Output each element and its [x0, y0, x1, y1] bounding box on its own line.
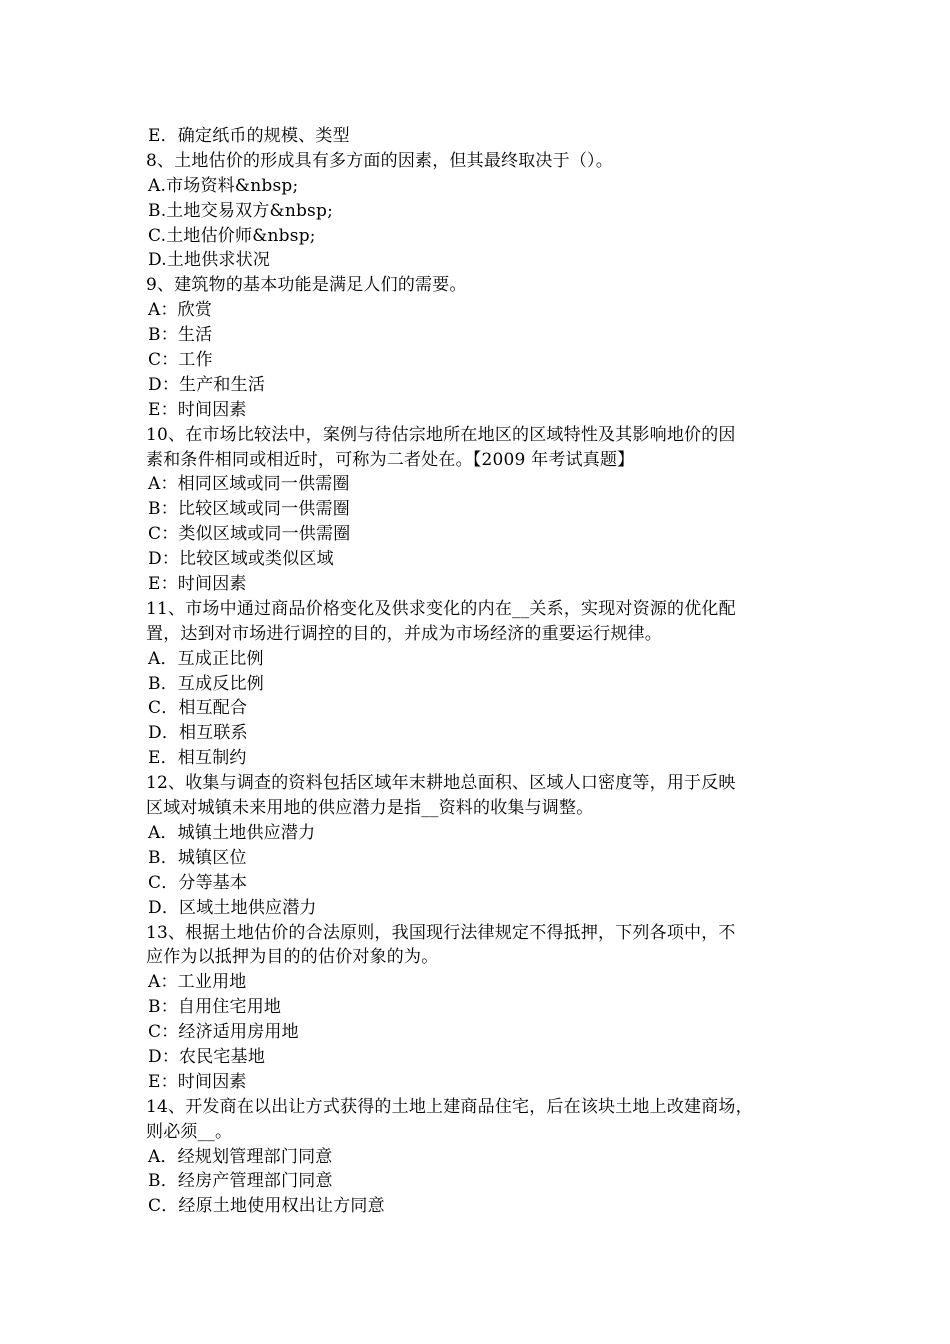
question-text-line: 11、市场中通过商品价格变化及供求变化的内在__关系，实现对资源的优化配 [146, 598, 736, 619]
answer-option-line: A．互成正比例 [148, 648, 264, 669]
answer-option-line: A．城镇土地供应潜力 [148, 822, 316, 843]
answer-option-line: E．确定纸币的规模、类型 [148, 126, 350, 146]
answer-option-line: D．区域土地供应潜力 [148, 897, 317, 918]
answer-option-line: A：相同区域或同一供需圈 [148, 474, 350, 495]
answer-option-line: B：比较区域或同一供需圈 [148, 499, 350, 520]
answer-option-line: B：自用住宅用地 [148, 997, 282, 1018]
answer-option-line: C．经原土地使用权出让方同意 [148, 1196, 385, 1217]
answer-option-line: C.土地估价师&nbsp; [148, 225, 316, 246]
question-text-line: 10、在市场比较法中，案例与待估宗地所在地区的区域特性及其影响地价的因 [146, 424, 736, 445]
question-text-line: 素和条件相同或相近时，可称为二者处在。【2009 年考试真题】 [146, 449, 635, 470]
answer-option-line: D：生产和生活 [148, 374, 266, 395]
question-text-line: 则必须__。 [146, 1121, 233, 1142]
answer-option-line: A．经规划管理部门同意 [148, 1146, 333, 1167]
answer-option-line: B．经房产管理部门同意 [148, 1171, 333, 1192]
answer-option-line: C：经济适用房用地 [148, 1022, 299, 1043]
answer-option-line: D：农民宅基地 [148, 1046, 266, 1067]
answer-option-line: E：时间因素 [148, 399, 247, 420]
answer-option-line: B．城镇区位 [148, 847, 247, 868]
answer-option-line: E：时间因素 [148, 1071, 247, 1092]
answer-option-line: C．分等基本 [148, 872, 248, 893]
answer-option-line: C：类似区域或同一供需圈 [148, 524, 351, 545]
question-text-line: 12、收集与调查的资料包括区域年末耕地总面积、区域人口密度等，用于反映 [146, 773, 736, 794]
answer-option-line: E．相互制约 [148, 748, 247, 769]
answer-option-line: C．相互配合 [148, 698, 248, 719]
answer-option-line: A：工业用地 [148, 972, 247, 993]
answer-option-line: B.土地交易双方&nbsp; [148, 200, 333, 221]
answer-option-line: E：时间因素 [148, 574, 247, 595]
question-text-line: 置，达到对市场进行调控的目的，并成为市场经济的重要运行规律。 [146, 623, 662, 644]
answer-option-line: D：比较区域或类似区域 [148, 549, 334, 570]
document-body [146, 124, 816, 1219]
question-text-line: 区域对城镇未来用地的供应潜力是指__资料的收集与调整。 [146, 798, 594, 819]
answer-option-line: A：欣赏 [148, 300, 213, 321]
answer-option-line: B：生活 [148, 325, 213, 346]
answer-option-line: A.市场资料&nbsp; [148, 175, 299, 196]
question-text-line: 13、根据土地估价的合法原则，我国现行法律规定不得抵押，下列各项中，不 [146, 922, 736, 943]
question-text-line: 应作为以抵押为目的的估价对象的为。 [146, 947, 439, 968]
answer-option-line: D．相互联系 [148, 723, 248, 744]
question-text-line: 14、开发商在以出让方式获得的土地上建商品住宅，后在该块土地上改建商场， [146, 1096, 753, 1117]
answer-option-line: D.土地供求状况 [148, 250, 271, 271]
answer-option-line: C：工作 [148, 350, 213, 371]
question-text-line: 9、建筑物的基本功能是满足人们的需要。 [146, 275, 467, 296]
answer-option-line: B．互成反比例 [148, 673, 264, 694]
question-text-line: 8、土地估价的形成具有多方面的因素，但其最终取决于（）。 [146, 150, 613, 171]
